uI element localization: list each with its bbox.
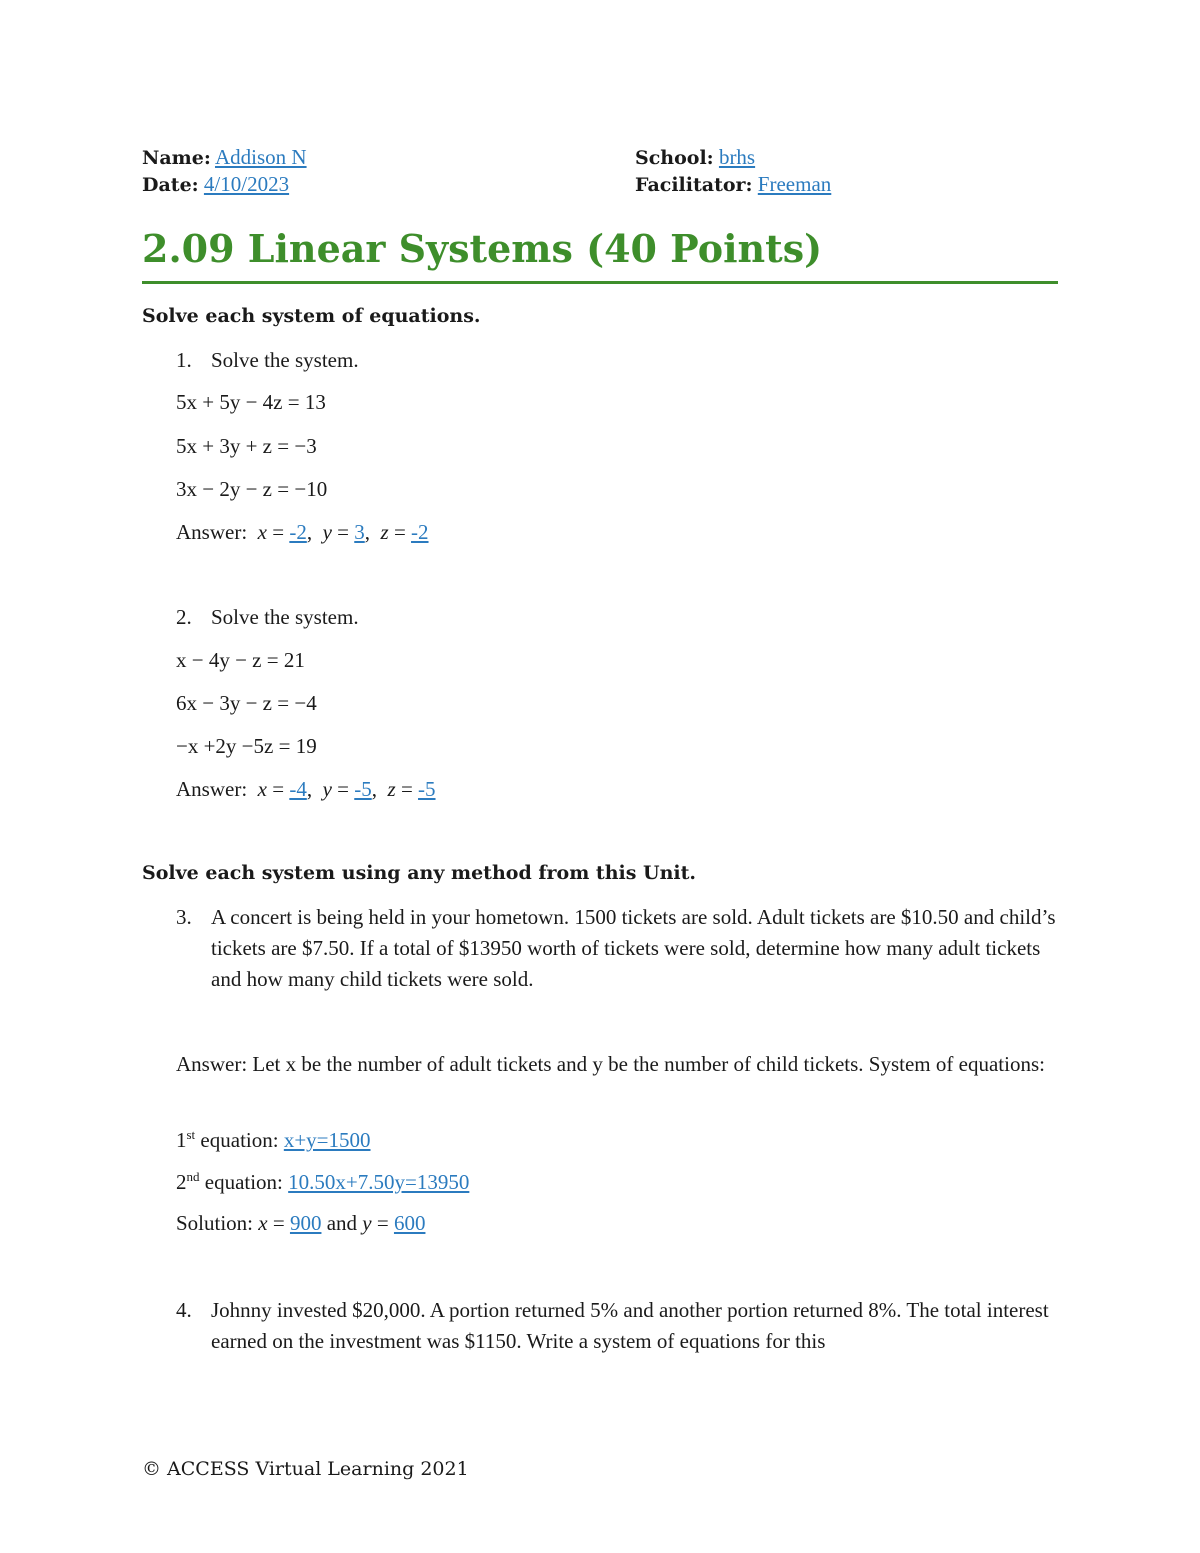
q3-y-value[interactable]: 600 — [393, 1211, 426, 1235]
name-row — [142, 144, 307, 171]
q3-eq1-ordinal: 1 — [176, 1128, 187, 1152]
q3-eq2-row — [176, 1169, 469, 1195]
date-row — [142, 171, 289, 198]
q1-equation-3: 3x − 2y − z = −10 — [176, 477, 328, 501]
name-label: Name: — [142, 147, 211, 169]
q1-y-value[interactable]: 3 — [354, 520, 365, 544]
q2-equation-3: −x +2y −5z = 19 — [176, 734, 317, 758]
q3-x-value[interactable]: 900 — [289, 1211, 322, 1235]
title-rule — [142, 281, 1058, 284]
q2-answer-row: Answer: x = -4, y = -5, z = -5 — [176, 777, 436, 801]
q3-text: A concert is being held in your hometown. 1500 tickets are sold. Adult tickets are $10.50 and child’s tickets are $7.50. If a total of $13950 worth of tickets were sold, determine how many adult tickets and how many child tickets were sold. — [211, 905, 1056, 991]
q2-equation-1: x − 4y − z = 21 — [176, 648, 305, 672]
q3-eq1-sup: st — [186, 1127, 196, 1142]
q1-equation-1: 5x + 5y − 4z = 13 — [176, 390, 326, 414]
q2-y-value[interactable]: -5 — [354, 777, 372, 801]
school-row — [635, 144, 755, 171]
facilitator-label: Facilitator: — [635, 174, 753, 196]
q4-text: Johnny invested $20,000. A portion returned 5% and another portion returned 8%. The total interest earned on the investment was $1150. Write a system of equations for this — [211, 1298, 1049, 1353]
date-value[interactable]: 4/10/2023 — [203, 172, 290, 196]
q1-number: 1. — [176, 348, 192, 372]
q1-z-value[interactable]: -2 — [411, 520, 429, 544]
q3-solution-and: and — [326, 1211, 358, 1235]
page-title: 2.09 Linear Systems (40 Points) — [142, 226, 823, 271]
q3-eq2-value[interactable]: 10.50x+7.50y=13950 — [288, 1170, 470, 1194]
section1-heading: Solve each system of equations. — [142, 305, 481, 327]
facilitator-row — [635, 171, 831, 198]
school-value[interactable]: brhs — [718, 145, 756, 169]
footer-copyright: © ACCESS Virtual Learning 2021 — [142, 1458, 469, 1480]
q3-eq2-sup: nd — [186, 1169, 200, 1184]
q2-number: 2. — [176, 605, 192, 629]
q2-z-value[interactable]: -5 — [418, 777, 436, 801]
q3-eq2-ordinal: 2 — [176, 1170, 187, 1194]
q1-prompt: Solve the system. — [211, 348, 359, 372]
q3-solution-row: Solution: x = 900 and y = 600 — [176, 1211, 426, 1235]
school-label: School: — [635, 147, 714, 169]
q2-equation-2: 6x − 3y − z = −4 — [176, 691, 317, 715]
q2-prompt: Solve the system. — [211, 605, 359, 629]
q3-number: 3. — [176, 905, 192, 929]
q1-equation-2: 5x + 3y + z = −3 — [176, 434, 317, 458]
q2-x-value[interactable]: -4 — [289, 777, 307, 801]
q1-answer-row: Answer: x = -2, y = 3, z = -2 — [176, 520, 429, 544]
section2-heading: Solve each system using any method from this Unit. — [142, 862, 697, 884]
q2-answer-label: Answer: — [176, 777, 248, 801]
q3-solution-label: Solution: — [176, 1211, 254, 1235]
name-value[interactable]: Addison N — [214, 145, 307, 169]
q4-number: 4. — [176, 1298, 192, 1322]
q1-x-value[interactable]: -2 — [289, 520, 307, 544]
q1-answer-label: Answer: — [176, 520, 248, 544]
q3-eq1-label: equation: — [200, 1128, 279, 1152]
q3-eq2-label: equation: — [204, 1170, 283, 1194]
q3-eq1-row — [176, 1127, 371, 1153]
q3-answer-intro: Answer: Let x be the number of adult tickets and y be the number of child tickets. System of equations: — [176, 1052, 1045, 1076]
facilitator-value[interactable]: Freeman — [757, 172, 832, 196]
q3-eq1-value[interactable]: x+y=1500 — [283, 1128, 371, 1152]
date-label: Date: — [142, 174, 199, 196]
